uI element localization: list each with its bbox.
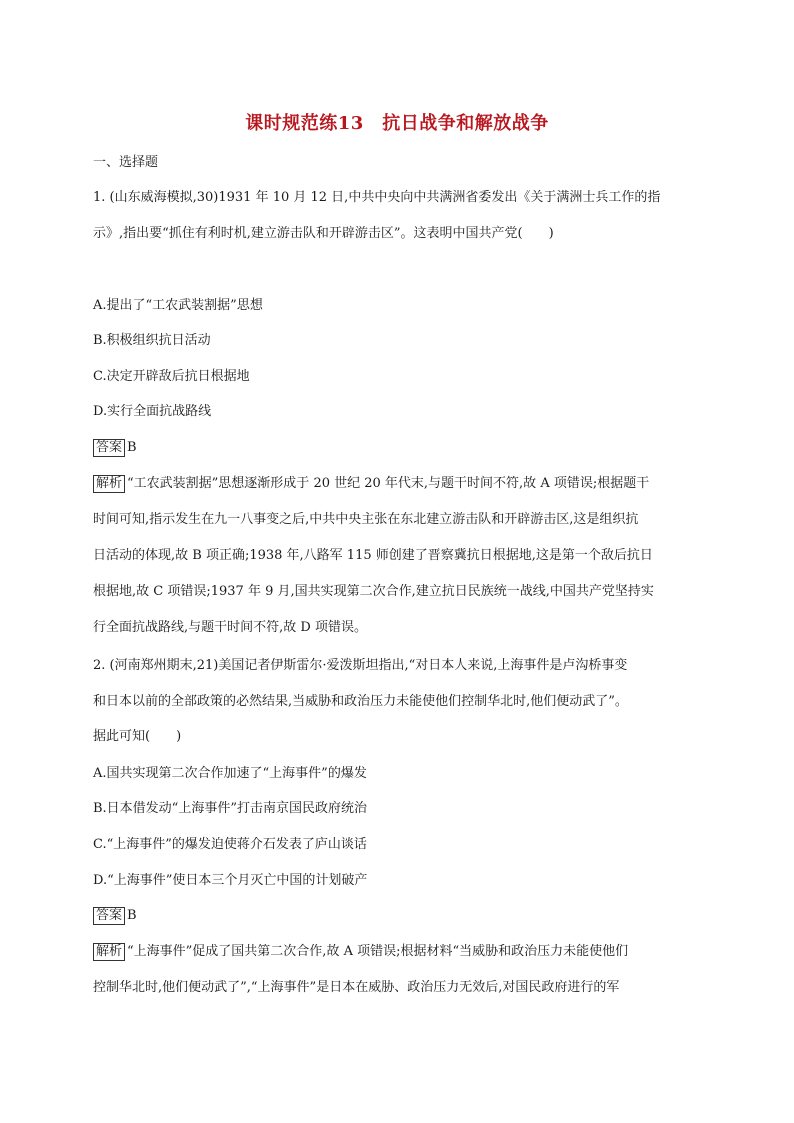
q1-answer [93,438,137,458]
q1-answer-label: 答案 [93,439,125,457]
q1-analysis-text-1: “工农武装割据”思想逐渐形成于 20 世纪 20 年代末,与题干时间不符,故 A 项错误;根据题干 [127,476,650,491]
q1-stem-line-1: 1. (山东威海模拟,30)1931 年 10 月 12 日,中共中央向中共满洲省委发出《关于满洲士兵工作的指 [93,190,661,205]
q1-analysis-label: 解析 [93,475,125,493]
q2-option-c: C.“上海事件”的爆发迫使蒋介石发表了庐山谈话 [93,837,367,852]
q2-analysis-line-2: 控制华北时,他们便动武了”,“上海事件”是日本在威胁、政治压力无效后,对国民政府进行的军 [93,980,620,995]
q1-analysis-line-3: 日活动的体现,故 B 项正确;1938 年,八路军 115 师创建了晋察冀抗日根据地,这是第一个敌后抗日 [93,548,653,563]
q2-stem-line-3: 据此可知( ) [93,729,182,744]
q2-answer-label: 答案 [93,907,125,925]
q2-analysis-text-1: “上海事件”促成了国共第二次合作,故 A 项错误;根据材料“当威胁和政治压力未能使他们 [127,944,629,959]
q1-option-b: B.积极组织抗日活动 [93,333,211,348]
q1-option-a: A.提出了“工农武装割据”思想 [93,298,263,313]
q2-stem-line-2: 和日本以前的全部政策的必然结果,当威胁和政治压力未能使他们控制华北时,他们便动武了”。 [93,694,628,709]
q1-stem-line-2: 示》,指出要“抓住有利时机,建立游击队和开辟游击区”。这表明中国共产党( ) [93,226,554,241]
q1-analysis-line-1 [93,474,649,494]
q2-analysis-line-1 [93,942,628,962]
q1-option-d: D.实行全面抗战路线 [93,404,212,419]
q1-analysis-line-5: 行全面抗战路线,与题干时间不符,故 D 项错误。 [93,620,367,635]
q1-option-c: C.决定开辟敌后抗日根据地 [93,369,250,384]
q2-answer-value: B [127,908,137,923]
q2-stem-line-1: 2. (河南郑州期末,21)美国记者伊斯雷尔·爱泼斯坦指出,“对日本人来说,上海事件是卢沟桥事变 [93,658,628,673]
q1-analysis-line-2: 时间可知,指示发生在九一八事变之后,中共中央主张在东北建立游击队和开辟游击区,这是组织抗 [93,512,639,527]
q1-analysis-line-4: 根据地,故 C 项错误;1937 年 9 月,国共实现第二次合作,建立抗日民族统一战线,中国共产党坚持实 [93,584,654,599]
q2-option-b: B.日本借发动“上海事件”打击南京国民政府统治 [93,801,367,816]
q1-answer-value: B [127,440,137,455]
q2-option-a: A.国共实现第二次合作加速了“上海事件”的爆发 [93,766,367,781]
q2-analysis-label: 解析 [93,943,125,961]
q2-answer [93,906,137,926]
page-title: 课时规范练13 抗日战争和解放战争 [245,113,549,134]
section-heading: 一、选择题 [93,155,159,170]
q2-option-d: D.“上海事件”使日本三个月灭亡中国的计划破产 [93,873,368,888]
